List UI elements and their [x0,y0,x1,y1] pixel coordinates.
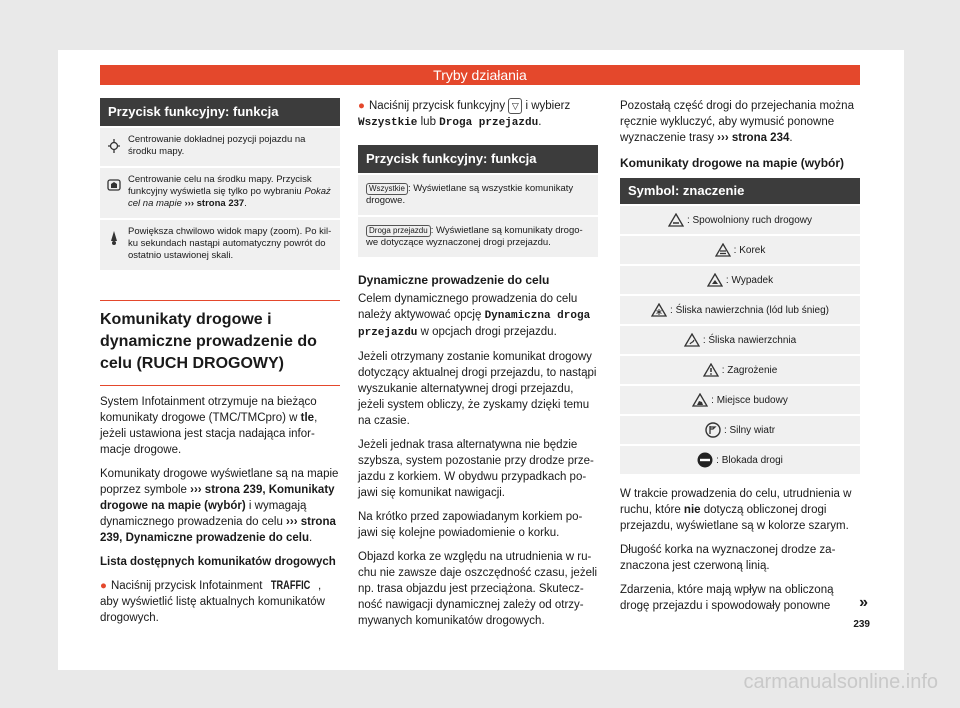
symbol-table-title: Symbol: znaczenie [620,178,860,204]
row-text: Centrowanie dokładnej pozycji pojazdu na środku mapy. [128,134,306,157]
page-number: 239 [853,619,870,630]
traffic-key: TRAFFIC [270,580,310,592]
road-block-icon [697,452,713,468]
paragraph: Pozostałą część drogi do przejechania można ręcznie wykluczyć, aby wymusić ponowne wyznaczenie trasy ››› strona 234. [620,100,854,144]
row-text: Powiększa chwilowo widok mapy (zoom). Po kilku sekundach nastąpi automatyczny powrót do ostatnio ustawionej skali. [128,226,332,261]
symbol-row: : Blokada drogi [620,446,860,474]
paragraph: Objazd korka ze względu na utrudnienia w ruchu nie zawsze daje oszczędność czasu, jeżeli np. trasa objazdu jest przeciążona. Skuteczność nawigacji dynamicznej zależy od otrzymywanych komunikatów drogowych. [358,551,598,628]
filter-table-title: Przycisk funkcyjny: funkcja [358,145,598,173]
middle-column [358,98,598,629]
table-row [100,168,340,218]
symbol-row: : Śliska nawierzchnia [620,326,860,354]
symbol-row: : Miejsce budowy [620,386,860,414]
paragraph: Komunikaty drogowe wyświetlane są na mapie poprzez symbole ››› strona 239, Komunikaty drogowe na mapie (wybór) i wymagają dynamicznego prowadzenia do celu ››› strona 239, Dynamiczne prowadzenie do celu. [100,468,339,544]
bullet-item: ● Naciśnij przycisk funkcyjny ▽ i wybierz Wszystkie lub Droga przejazdu. [358,98,598,131]
manual-page [58,50,904,670]
slow-traffic-icon [668,213,684,227]
section-title: Komunikaty drogowe i dynamiczne prowadzenie do celu (RUCH DROGOWY) [100,300,340,386]
watermark: carmanualsonline.info [743,671,938,693]
subtitle: Dynamiczne prowadzenie do celu [358,273,550,288]
vehicle-position-icon [100,128,128,166]
bullet-item: ● Naciśnij przycisk Infotainment TRAFFIC , aby wyświetlić listę aktualnych komunikatów drogowych. [100,580,325,624]
danger-icon [703,363,719,377]
symbol-row: : Spowolniony ruch drogowy [620,206,860,234]
paragraph: Jeżeli jednak trasa alternatywna nie będzie szybsza, system pozostanie przy drodze przejazdu z korkiem. W obydwu przypadkach pojawi się komunikat nawigacji. [358,439,594,500]
destination-center-icon [100,168,128,218]
right-column [620,98,860,614]
filter-icon: ▽ [508,98,522,114]
paragraph: System Infotainment otrzymuje na bieżąco komunikaty drogowe (TMC/TMCpro) w tle, jeżeli ustawiona jest stacja nadająca informacje drogowe. [100,396,318,456]
compass-icon [100,220,128,270]
route-key: Droga przejazdu [366,225,431,237]
paragraph: Celem dynamicznego prowadzenia do celu należy aktywować opcję Dynamiczna droga przejazdu w opcjach drogi przejazdu. [358,293,591,340]
roadworks-icon [692,393,708,407]
paragraph: Długość korka na wyznaczonej drodze zaznaczona jest czerwoną linią. [620,544,836,572]
symbol-row: : Wypadek [620,266,860,294]
function-table-title: Przycisk funkcyjny: funkcja [100,98,340,126]
paragraph: Zdarzenia, które mają wpływ na obliczoną drogę przejazdu i spowodowały ponowne [620,584,834,612]
icy-road-icon [651,303,667,317]
table-row [358,175,598,215]
table-row [100,128,340,166]
paragraph: Na krótko przed zapowiadanym korkiem pojawi się kolejne powiadomienie o korku. [358,511,583,540]
slippery-road-icon [684,333,700,347]
accident-icon [707,273,723,287]
continue-arrow: » [859,594,868,611]
subtitle: Komunikaty drogowe na mapie (wybór) [620,156,845,170]
symbol-row: : Korek [620,236,860,264]
symbol-row: : Śliska nawierzchnia (lód lub śnieg) [620,296,860,324]
all-key: Wszystkie [366,183,408,195]
paragraph: Jeżeli otrzymany zostanie komunikat drogowy dotyczący aktualnej drogi przejazdu, to nastąpi wyszukanie alternatywnej drogi przejazdu, jeżeli system obliczy, że zyskamy dzięki temu na czasie. [358,351,597,428]
row-text: Centrowanie celu na środku mapy. Przycisk funkcyjny wyświetla się tylko po wybraniu Pokaż cel na mapie ››› strona 237. [128,174,331,209]
left-column [100,98,340,626]
symbol-row: : Zagrożenie [620,356,860,384]
symbol-row: : Silny wiatr [620,416,860,444]
paragraph: W trakcie prowadzenia do celu, utrudnienia w ruchu, które nie dotyczą obliczonej drogi przejazdu, wyświetlane są w kolorze szarym. [620,488,852,532]
row-text: Droga przejazdu : Wyświetlane są komunikaty drogowe dotyczące wyznaczonej drogi przejazdu. [366,225,583,249]
strong-wind-icon [705,422,721,438]
traffic-jam-icon [715,243,731,257]
list-title: Lista dostępnych komunikatów drogowych [100,556,336,568]
page-header: Tryby działania [100,65,860,85]
table-row [358,217,598,257]
row-text: Wszystkie : Wyświetlane są wszystkie komunikaty drogowe. [366,183,574,207]
table-row [100,220,340,270]
